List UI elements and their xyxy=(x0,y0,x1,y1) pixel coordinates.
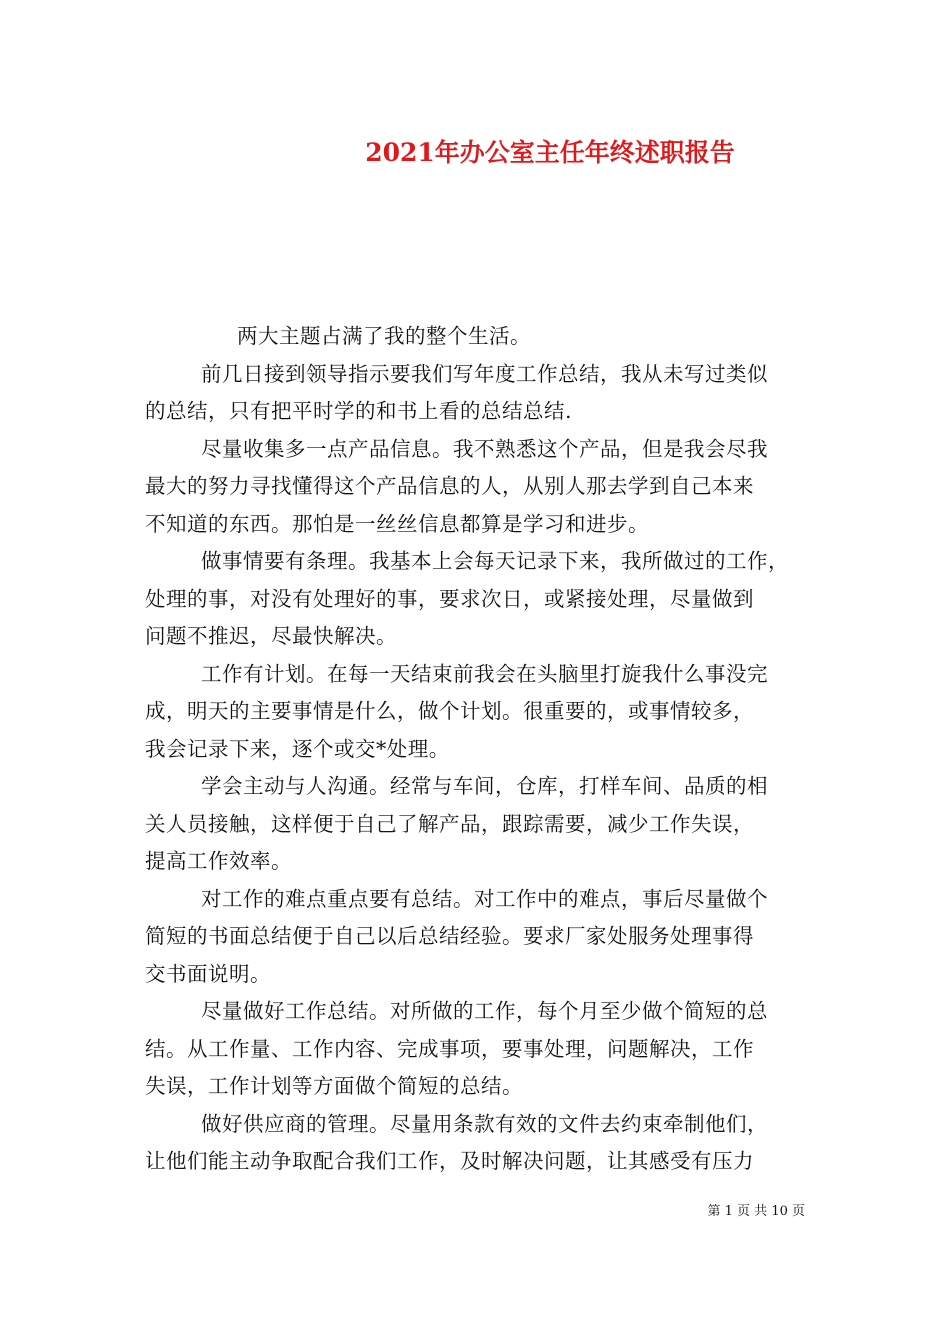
text-line: 让他们能主动争取配合我们工作，及时解决问题，让其感受有压力 xyxy=(145,1149,754,1173)
text-line: 我会记录下来，逐个或交*处理。 xyxy=(145,736,450,761)
text-line: 交书面说明。 xyxy=(145,961,271,986)
document-body xyxy=(145,318,815,1181)
text-line: 简短的书面总结便于自己以后总结经验。要求厂家处服务处理事得 xyxy=(145,924,754,948)
text-line: 处理的事，对没有处理好的事，要求次日，或紧接处理，尽量做到 xyxy=(145,586,754,611)
text-line: 前几日接到领导指示要我们写年度工作总结，我从未写过类似 xyxy=(201,361,768,386)
text-line: 的总结，只有把平时学的和书上看的总结总结. xyxy=(145,399,573,423)
text-line: 尽量收集多一点产品信息。我不熟悉这个产品，但是我会尽我 xyxy=(201,436,768,461)
text-line: 结。从工作量、工作内容、完成事项，要事处理，问题解决，工作 xyxy=(145,1036,754,1061)
text-line: 对工作的难点重点要有总结。对工作中的难点，事后尽量做个 xyxy=(201,886,768,911)
text-line: 问题不推迟，尽最快解决。 xyxy=(145,624,397,648)
text-line: 工作有计划。在每一天结束前我会在头脑里打旋我什么事没完 xyxy=(201,661,768,686)
document-title: 2021年办公室主任年终述职报告 xyxy=(365,138,735,167)
text-line: 关人员接触，这样便于自己了解产品，跟踪需要，减少工作失误， xyxy=(145,811,754,836)
text-line: 成，明天的主要事情是什么，做个计划。很重要的，或事情较多， xyxy=(145,699,754,723)
text-line: 最大的努力寻找懂得这个产品信息的人，从别人那去学到自己本来 xyxy=(145,474,754,498)
text-line: 失误，工作计划等方面做个简短的总结。 xyxy=(145,1074,523,1098)
text-line: 做好供应商的管理。尽量用条款有效的文件去约束牵制他们， xyxy=(201,1111,768,1136)
text-line: 不知道的东西。那怕是一丝丝信息都算是学习和进步。 xyxy=(145,511,649,536)
text-line: 两大主题占满了我的整个生活。 xyxy=(237,324,531,348)
text-line: 尽量做好工作总结。对所做的工作，每个月至少做个简短的总 xyxy=(201,999,768,1023)
text-line: 学会主动与人沟通。经常与车间，仓库，打样车间、品质的相 xyxy=(201,774,768,798)
text-line: 做事情要有条理。我基本上会每天记录下来，我所做过的工作， xyxy=(201,549,789,573)
text-line: 提高工作效率。 xyxy=(145,849,292,873)
page-number: 第 1 页 共 10 页 xyxy=(707,1204,805,1219)
